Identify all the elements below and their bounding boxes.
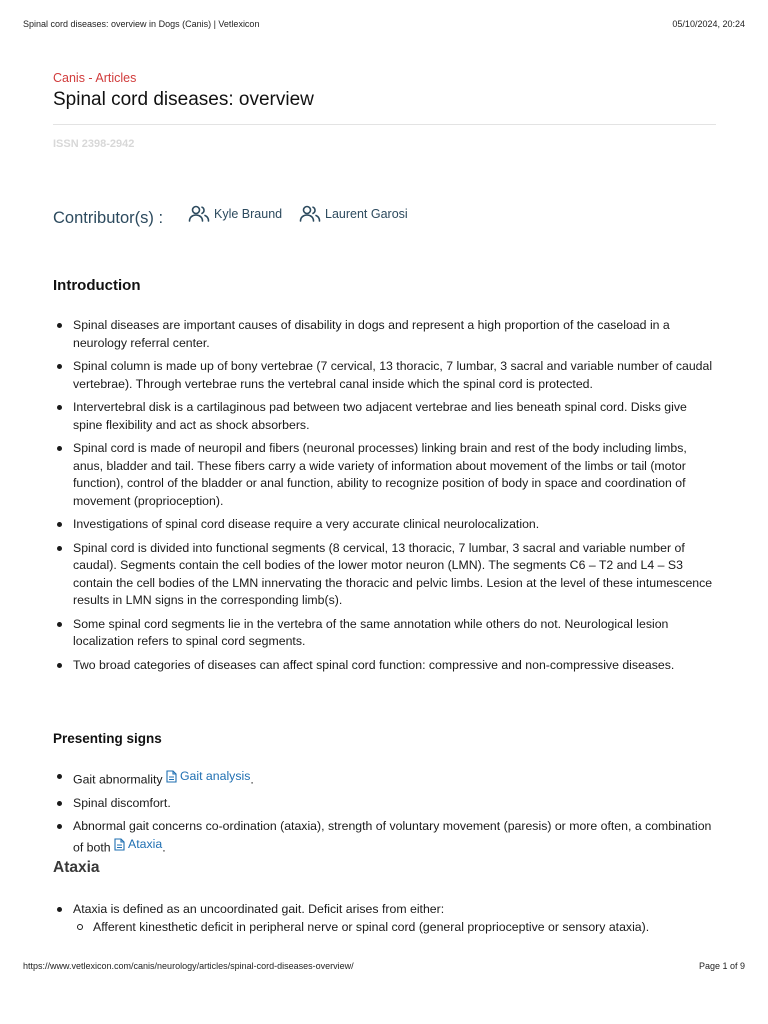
list-item: Spinal cord is made of neuropil and fibers (neuronal processes) linking brain and rest of the body including limbs, anus, bladder and tail. These fibers carry a wide variety of information about movement of the limbs or tail (motor function), control of the bladder or anal function, ability to recognize position of body in space and coordination of movement (proprioception). bbox=[53, 440, 716, 510]
contributors-label: Contributor(s) : bbox=[53, 209, 164, 227]
article-header bbox=[53, 70, 716, 151]
list-item: Investigations of spinal cord disease require a very accurate clinical neurolocalization. bbox=[53, 516, 716, 534]
link-label: Ataxia bbox=[128, 836, 163, 851]
introduction-heading: Introduction bbox=[53, 277, 141, 294]
gait-analysis-link[interactable] bbox=[166, 768, 250, 786]
print-header bbox=[23, 19, 745, 33]
print-footer bbox=[23, 961, 745, 975]
contributor-laurent-garosi[interactable] bbox=[299, 205, 408, 223]
contributor-name: Kyle Braund bbox=[214, 207, 283, 221]
ataxia-link[interactable] bbox=[114, 836, 162, 854]
sub-list bbox=[73, 919, 716, 937]
list-item-text: Gait abnormality bbox=[73, 772, 163, 787]
print-header-datetime: 05/10/2024, 20:24 bbox=[672, 19, 745, 29]
document-icon bbox=[114, 838, 125, 851]
contributor-kyle-braund[interactable] bbox=[188, 205, 282, 223]
people-icon bbox=[299, 205, 321, 223]
list-item bbox=[53, 768, 716, 789]
list-item bbox=[53, 818, 716, 856]
introduction-list bbox=[53, 317, 716, 680]
list-item: Spinal cord is divided into functional segments (8 cervical, 13 thoracic, 7 lumbar, 3 sacral and variable number of caudal). Segments contain the cell bodies of the lower motor neuron (LMN). The segments C6 – T2 and L4 – S3 contain the cell bodies of the LMN innervating the thoracic and pelvic limbs. Lesion at the level of these intumescence results in LMN signs in the corresponding limb(s). bbox=[53, 540, 716, 610]
presenting-signs-list bbox=[53, 768, 716, 863]
people-icon bbox=[188, 205, 210, 223]
list-item: Spinal diseases are important causes of disability in dogs and represent a high proportion of the caseload in a neurology referral center. bbox=[53, 317, 716, 352]
issn-label: ISSN 2398-2942 bbox=[53, 138, 135, 150]
divider bbox=[53, 124, 716, 125]
list-item-text: Abnormal gait concerns co-ordination (ataxia), strength of voluntary movement (paresis) or more often, a combination of both bbox=[73, 819, 712, 854]
breadcrumb[interactable]: Canis - Articles bbox=[53, 71, 137, 85]
print-footer-page: Page 1 of 9 bbox=[698, 961, 745, 971]
link-label: Gait analysis bbox=[179, 769, 251, 783]
list-item: Spinal column is made up of bony vertebrae (7 cervical, 13 thoracic, 7 lumbar, 3 sacral and variable number of caudal vertebrae). Through vertebrae runs the vertebral canal inside which the spinal cord is protected. bbox=[53, 358, 716, 393]
list-item: Intervertebral disk is a cartilaginous pad between two adjacent vertebrae and lies beneath spinal cord. Disks give spine flexibility and act as shock absorbers. bbox=[53, 399, 716, 434]
contributors bbox=[53, 203, 716, 233]
list-item: Two broad categories of diseases can affect spinal cord function: compressive and non-compressive diseases. bbox=[53, 657, 716, 675]
page-title: Spinal cord diseases: overview bbox=[53, 89, 314, 110]
list-item: Spinal discomfort. bbox=[53, 795, 716, 813]
document-icon bbox=[166, 770, 177, 783]
punctuation: . bbox=[162, 840, 166, 854]
punctuation: . bbox=[250, 772, 254, 787]
print-footer-url: https://www.vetlexicon.com/canis/neurology/articles/spinal-cord-diseases-overview/ bbox=[23, 961, 354, 971]
list-item: Some spinal cord segments lie in the vertebra of the same annotation while others do not. Neurological lesion localization refers to spinal cord segments. bbox=[53, 616, 716, 651]
contributor-name: Laurent Garosi bbox=[325, 207, 408, 221]
list-item bbox=[53, 901, 716, 936]
sub-list-item: Afferent kinesthetic deficit in peripheral nerve or spinal cord (general proprioceptive or sensory ataxia). bbox=[73, 919, 716, 937]
ataxia-list bbox=[53, 901, 716, 936]
presenting-signs-heading: Presenting signs bbox=[53, 731, 162, 746]
ataxia-heading: Ataxia bbox=[53, 859, 100, 876]
list-item-text: Ataxia is defined as an uncoordinated gait. Deficit arises from either: bbox=[73, 902, 445, 916]
print-header-title: Spinal cord diseases: overview in Dogs (Canis) | Vetlexicon bbox=[23, 19, 260, 29]
